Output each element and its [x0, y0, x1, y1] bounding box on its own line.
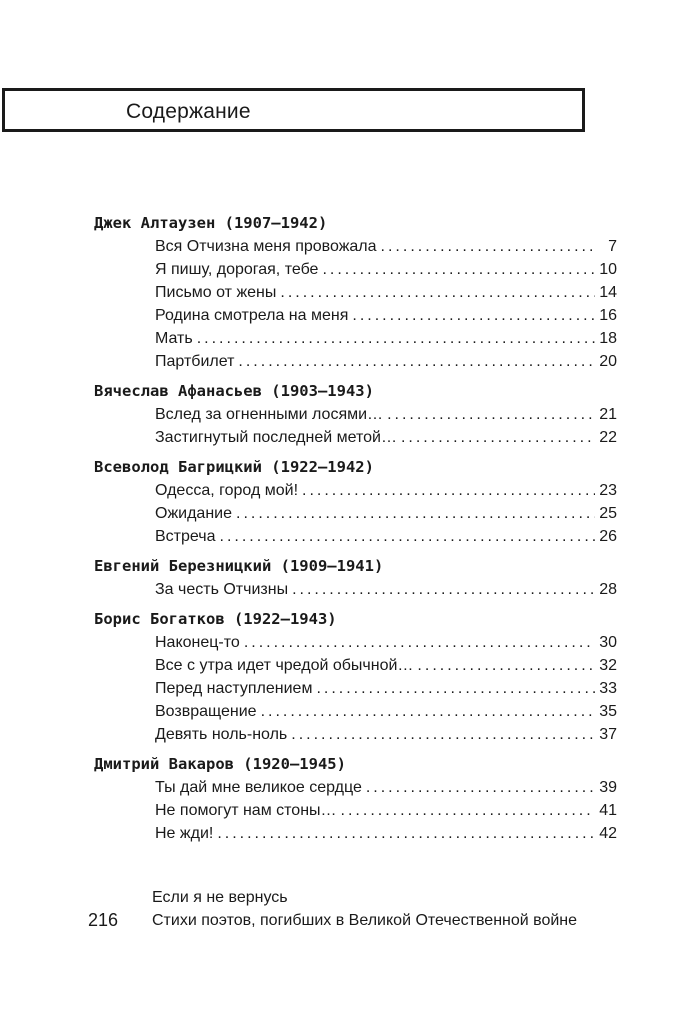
toc-entry — [155, 654, 617, 677]
toc-entry-title: Вся Отчизна меня провожала — [155, 238, 377, 255]
toc-entry — [155, 677, 617, 700]
toc-entry — [155, 776, 617, 799]
toc-dot-leader — [291, 723, 595, 746]
toc-entry-title: Вслед за огненными лосями… — [155, 406, 384, 423]
toc-section — [0, 456, 691, 548]
page-number: 216 — [88, 910, 119, 930]
toc-entry — [155, 578, 617, 601]
toc-entry-title: Не помогут нам стоны… — [155, 802, 337, 819]
toc-entry-page: 37 — [599, 726, 617, 743]
toc-dot-leader — [197, 327, 595, 350]
toc-dot-leader — [244, 631, 595, 654]
toc-entry-title: Застигнутый последней метой… — [155, 429, 397, 446]
toc-entry — [155, 479, 617, 502]
toc-entry-page: 32 — [599, 657, 617, 674]
toc-entry — [155, 350, 617, 373]
toc-entry — [155, 723, 617, 746]
toc-entry — [155, 304, 617, 327]
toc-entry — [155, 426, 617, 449]
toc-entry-title: Я пишу, дорогая, тебе — [155, 261, 319, 278]
toc-entry-page: 25 — [599, 505, 617, 522]
toc-author-heading: Джек Алтаузен (1907–1942) — [94, 214, 328, 232]
toc-entry-page: 42 — [599, 825, 617, 842]
toc-dot-leader — [220, 525, 596, 548]
toc-dot-leader — [366, 776, 595, 799]
toc-entry-page: 20 — [599, 353, 617, 370]
toc-entry-page: 39 — [599, 779, 617, 796]
toc-entry-title: Не жди! — [155, 825, 214, 842]
toc-entry-page: 18 — [599, 330, 617, 347]
toc-dot-leader — [292, 578, 595, 601]
toc-entry-page: 35 — [599, 703, 617, 720]
toc-dot-leader — [316, 677, 595, 700]
table-of-contents — [0, 212, 691, 845]
toc-entry-page: 41 — [599, 802, 617, 819]
toc-entry-page: 30 — [599, 634, 617, 651]
toc-dot-leader — [381, 235, 595, 258]
toc-dot-leader — [401, 426, 595, 449]
toc-section — [0, 753, 691, 845]
contents-title-box — [2, 88, 585, 132]
page-title: Содержание — [126, 100, 251, 123]
toc-entry-title: Девять ноль-ноль — [155, 726, 288, 743]
toc-dot-leader — [417, 654, 595, 677]
toc-entry-title: Партбилет — [155, 353, 235, 370]
toc-entry-page: 33 — [599, 680, 617, 697]
toc-dot-leader — [341, 799, 595, 822]
toc-entry — [155, 235, 617, 258]
toc-entry — [155, 258, 617, 281]
toc-entry — [155, 822, 617, 845]
toc-entry-title: Родина смотрела на меня — [155, 307, 349, 324]
toc-dot-leader — [322, 258, 595, 281]
toc-entry-title: Все с утра идет чредой обычной… — [155, 657, 414, 674]
toc-entry-title: Встреча — [155, 528, 216, 545]
toc-entry-page: 7 — [608, 238, 617, 255]
toc-dot-leader — [261, 700, 595, 723]
toc-dot-leader — [217, 822, 595, 845]
toc-author-heading: Всеволод Багрицкий (1922–1942) — [94, 458, 374, 476]
toc-entry — [155, 525, 617, 548]
toc-entry-page: 22 — [599, 429, 617, 446]
toc-dot-leader — [280, 281, 595, 304]
toc-entry-title: Одесса, город мой! — [155, 482, 299, 499]
toc-section — [0, 608, 691, 746]
toc-entry-page: 14 — [599, 284, 617, 301]
footer-book-title: Если я не вернусь — [152, 889, 288, 906]
toc-entry — [155, 700, 617, 723]
toc-author-heading: Дмитрий Вакаров (1920–1945) — [94, 755, 346, 773]
footer-book-subtitle: Стихи поэтов, погибших в Великой Отечественной войне — [152, 912, 578, 929]
toc-author-heading: Евгений Березницкий (1909–1941) — [94, 557, 384, 575]
toc-entry-page: 26 — [599, 528, 617, 545]
toc-entry — [155, 281, 617, 304]
toc-section — [0, 380, 691, 449]
toc-entry — [155, 502, 617, 525]
toc-entry-title: Перед наступлением — [155, 680, 313, 697]
toc-entry-title: Письмо от жены — [155, 284, 277, 301]
toc-entry-page: 23 — [599, 482, 617, 499]
toc-entry-title: Ты дай мне великое сердце — [155, 779, 362, 796]
toc-section — [0, 555, 691, 601]
toc-entry-title: Мать — [155, 330, 193, 347]
toc-entry-title: Наконец-то — [155, 634, 240, 651]
toc-entry — [155, 403, 617, 426]
toc-dot-leader — [352, 304, 595, 327]
toc-entry — [155, 631, 617, 654]
toc-dot-leader — [236, 502, 595, 525]
toc-entry-page: 10 — [599, 261, 617, 278]
toc-section — [0, 212, 691, 373]
toc-dot-leader — [302, 479, 595, 502]
toc-dot-leader — [387, 403, 595, 426]
toc-author-heading: Борис Богатков (1922–1943) — [94, 610, 337, 628]
toc-entry-page: 28 — [599, 581, 617, 598]
toc-entry-page: 21 — [599, 406, 617, 423]
toc-entry-title: Возвращение — [155, 703, 257, 720]
toc-dot-leader — [238, 350, 595, 373]
toc-entry-title: Ожидание — [155, 505, 232, 522]
toc-author-heading: Вячеслав Афанасьев (1903–1943) — [94, 382, 374, 400]
toc-entry — [155, 799, 617, 822]
toc-entry-page: 16 — [599, 307, 617, 324]
toc-entry — [155, 327, 617, 350]
toc-entry-title: За честь Отчизны — [155, 581, 289, 598]
